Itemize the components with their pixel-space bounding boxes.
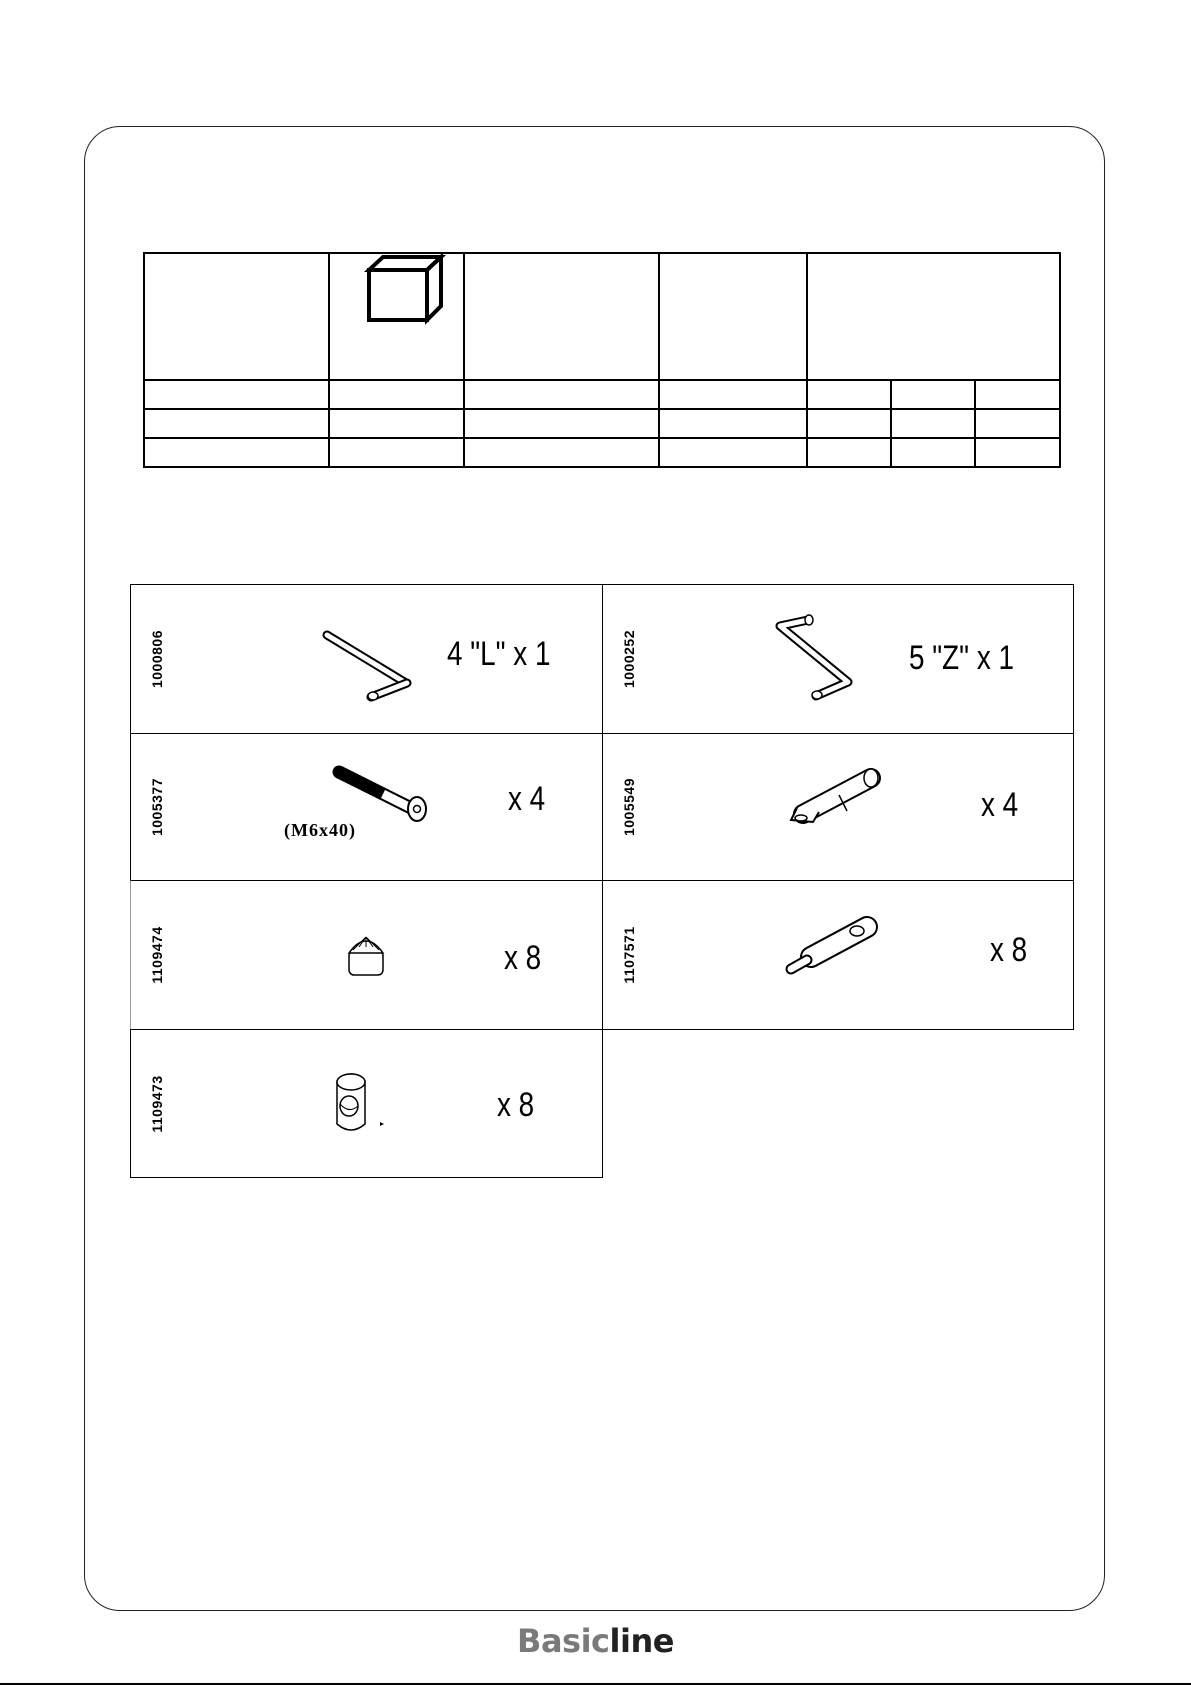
quantity: 4 "L" x 1 (447, 635, 551, 673)
hardware-item-cam-pin (602, 733, 1074, 881)
box-table-cell (144, 438, 329, 467)
brand-logo-part1: Basic (517, 1622, 610, 1660)
box-table-row (144, 380, 1060, 409)
part-code: 1109473 (149, 1074, 165, 1133)
hardware-item-dowel-cap (130, 880, 603, 1030)
box-table (143, 252, 1061, 468)
box-table-cell (464, 253, 659, 380)
part-code: 1107571 (621, 926, 637, 984)
box-table-cell (975, 380, 1060, 409)
box-table-cell (659, 438, 807, 467)
box-table-cell (659, 253, 807, 380)
l-hex-key-icon (321, 625, 431, 710)
quantity: x 8 (504, 939, 542, 977)
hardware-item-l-key (130, 584, 603, 734)
hardware-item-connector-pin (602, 880, 1074, 1030)
hardware-item-barrel-nut (130, 1029, 603, 1178)
box-table-cell (464, 438, 659, 467)
quantity: x 8 (497, 1086, 535, 1124)
box-table-cell (807, 438, 891, 467)
box-table-cell (807, 253, 1060, 380)
box-table-cell (144, 409, 329, 438)
part-code: 1109474 (149, 926, 165, 984)
box-table-header-row (144, 253, 1060, 380)
box-table-cell (659, 380, 807, 409)
box-table-cell (329, 380, 464, 409)
box-table-cell (329, 253, 464, 380)
box-table-cell (464, 380, 659, 409)
box-table-cell (807, 409, 891, 438)
brand-logo (0, 1622, 1191, 1660)
box-table-cell (144, 253, 329, 380)
box-table-cell (975, 409, 1060, 438)
box-table-cell (891, 380, 975, 409)
hardware-item-bolt (130, 733, 603, 881)
brand-logo-part2: line (609, 1622, 674, 1660)
box-table-cell (891, 409, 975, 438)
box-table-cell (891, 438, 975, 467)
box-table-cell (975, 438, 1060, 467)
box-table-cell (464, 409, 659, 438)
box-table-row (144, 438, 1060, 467)
box-table-row (144, 409, 1060, 438)
box-table-cell (659, 409, 807, 438)
dowel-cap-icon (341, 931, 391, 981)
box-table-cell (329, 438, 464, 467)
quantity: x 4 (508, 780, 546, 818)
hardware-item-z-key (602, 584, 1074, 734)
box-table-cell (807, 380, 891, 409)
quantity: 5 "Z" x 1 (909, 639, 1015, 677)
quantity: x 4 (981, 786, 1019, 824)
box-icon (347, 254, 447, 334)
part-code: 1000252 (621, 630, 637, 689)
part-code: 1000806 (149, 630, 165, 689)
connector-pin-icon (783, 909, 893, 984)
cam-pin-icon (783, 764, 893, 844)
box-table-cell (329, 409, 464, 438)
quantity: x 8 (990, 931, 1028, 969)
part-code: 1005549 (621, 778, 637, 837)
bolt-size: (M6x40) (284, 820, 356, 840)
box-table-cell (144, 380, 329, 409)
part-code: 1005377 (149, 778, 165, 837)
barrel-nut-icon (327, 1070, 387, 1140)
z-hex-key-icon (768, 610, 878, 710)
